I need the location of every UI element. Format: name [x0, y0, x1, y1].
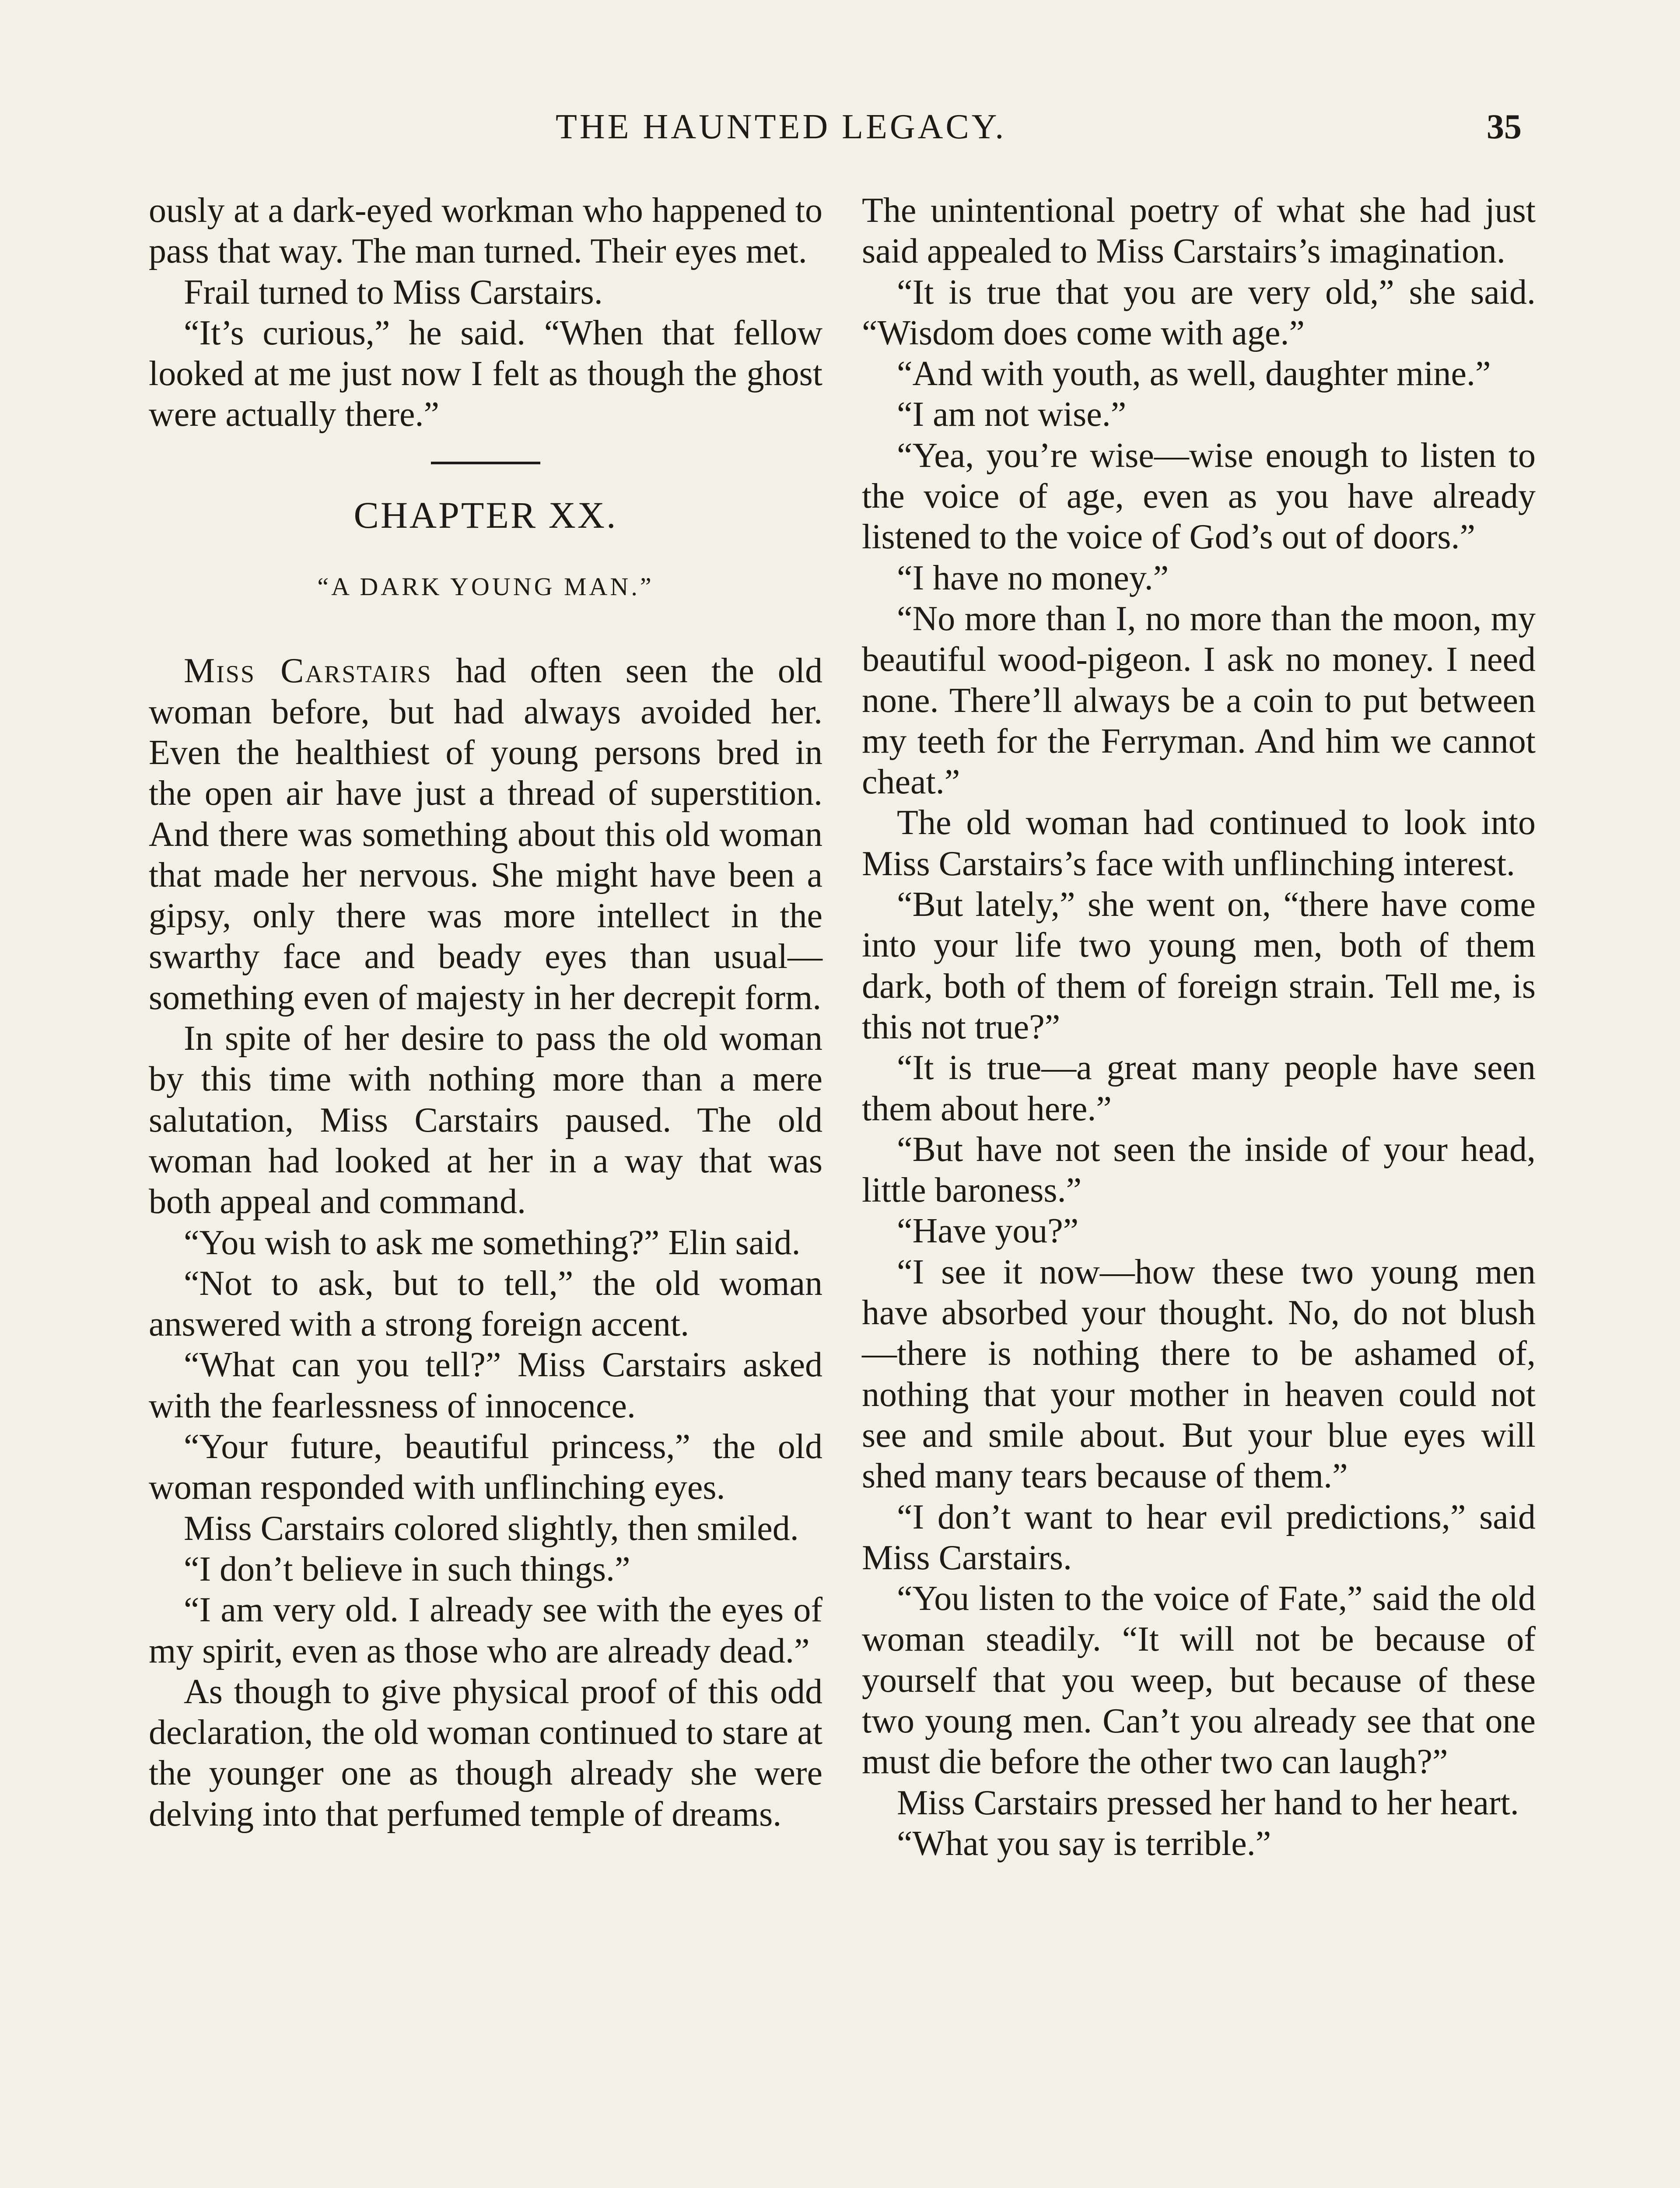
lead-in-smallcaps: Miss Carstairs	[184, 652, 432, 691]
paragraph: “But lately,” she went on, “there have come into your life two young men, both of them dark, both of them of foreign strain. Tell me, is this not true?”	[862, 885, 1536, 1046]
paragraph: “I have no money.”	[897, 558, 1169, 597]
paragraph: The old woman had continued to look into Miss Carstairs’s face with unflinching interest.	[862, 803, 1536, 883]
paragraph: “I don’t want to hear evil predictions,” said Miss Carstairs.	[862, 1497, 1536, 1577]
paragraph	[149, 651, 822, 1018]
paragraph: Frail turned to Miss Carstairs.	[184, 273, 603, 312]
paragraph: “It is true that you are very old,” she said. “Wisdom does come with age.”	[862, 273, 1536, 352]
paragraph: The unintentional poetry of what she had just said appealed to Miss Carstairs’s imagination.	[862, 191, 1536, 271]
paragraph: “What can you tell?” Miss Carstairs asked with the fearlessness of innocence.	[149, 1346, 822, 1425]
paragraph: Miss Carstairs colored slightly, then smiled.	[184, 1509, 799, 1548]
chapter-subtitle: “A DARK YOUNG MAN.”	[317, 572, 654, 601]
paragraph: “I am not wise.”	[897, 395, 1127, 434]
paragraph: “Have you?”	[897, 1212, 1079, 1251]
left-column	[149, 190, 822, 1835]
paragraph: “You listen to the voice of Fate,” said the old woman steadily. “It will not be because of yourself that you weep, but because of these two young men. Can’t you already see that one must die before the other two can laugh?”	[862, 1579, 1536, 1781]
paragraph: “You wish to ask me something?” Elin said.	[184, 1223, 801, 1262]
paragraph: “Yea, you’re wise—wise enough to listen to the voice of age, even as you have already listened to the voice of God’s out of doors.”	[862, 436, 1536, 557]
paragraph: As though to give physical proof of this odd declaration, the old woman continued to stare at the younger one as though already she were delving into that perfumed temple of dreams.	[149, 1672, 822, 1834]
paragraph: “But have not seen the inside of your head, little baroness.”	[862, 1130, 1536, 1210]
paragraph: “I don’t believe in such things.”	[184, 1550, 630, 1588]
running-title: THE HAUNTED LEGACY.	[556, 108, 1007, 146]
paragraph: In spite of her desire to pass the old woman by this time with nothing more than a mere salutation, Miss Carstairs paused. The old woman had looked at her in a way that was both appeal and command.	[149, 1019, 822, 1221]
paragraph: “What you say is terrible.”	[897, 1824, 1271, 1863]
paragraph: “I am very old. I already see with the eyes of my spirit, even as those who are already dead.”	[149, 1591, 822, 1670]
paragraph: “It is true—a great many people have seen them about here.”	[862, 1048, 1536, 1128]
chapter-title: CHAPTER XX.	[354, 494, 618, 536]
right-column	[862, 190, 1536, 1864]
page-number: 35	[1487, 108, 1522, 146]
paragraph: “I see it now—how these two young men have absorbed your thought. No, do not blush—there is nothing there to be ashamed of, nothing that your mother in heaven could not see and smile about. But your blue eyes will shed many tears because of them.”	[862, 1252, 1536, 1496]
paragraph: ously at a dark-eyed workman who happened to pass that way. The man turned. Their eyes met.	[149, 191, 822, 271]
running-head	[0, 107, 1680, 160]
paragraph: Miss Carstairs pressed her hand to her heart.	[897, 1783, 1519, 1822]
paragraph: “And with youth, as well, daughter mine.”	[897, 354, 1491, 393]
paragraph: “It’s curious,” he said. “When that fellow looked at me just now I felt as though the ghost were actually there.”	[149, 313, 822, 434]
paragraph: “No more than I, no more than the moon, my beautiful wood-pigeon. I ask no money. I need none. There’ll always be a coin to put between my teeth for the Ferryman. And him we cannot cheat.”	[862, 599, 1536, 802]
paragraph: “Not to ask, but to tell,” the old woman answered with a strong foreign accent.	[149, 1264, 822, 1344]
section-divider	[431, 462, 540, 464]
paragraph-text: had often seen the old woman before, but had always avoided her. Even the healthiest of young persons bred in the open air have just a thread of superstition. And there was something about this old woman that made her nervous. She might have been a gipsy, only there was more intellect in the swarthy face and beady eyes than usual—something even of majesty in her decrepit form.	[149, 652, 822, 1017]
paragraph: “Your future, beautiful princess,” the old woman responded with unflinching eyes.	[149, 1427, 822, 1507]
